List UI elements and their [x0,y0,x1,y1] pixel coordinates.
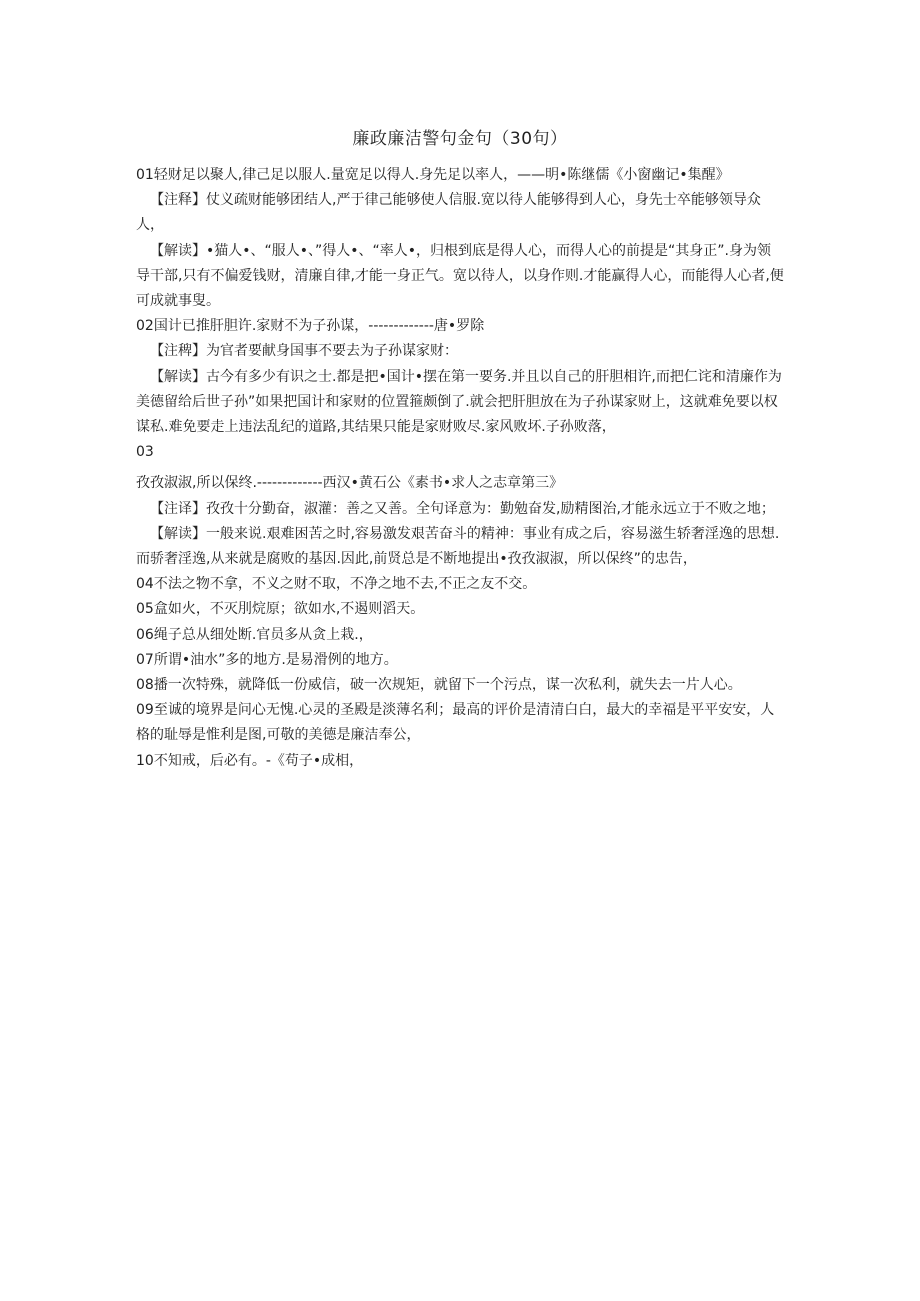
paragraph-03-annotation: 【注译】孜孜十分勤奋，淑灌：善之又善。全句译意为：勤勉奋发,励精图治,才能永远立于不败之地； [150,500,775,517]
paragraph-01-interpretation: 【解读】•猫人•、“服人•、”得人•、“率人•，归根到底是得人心，而得人心的前提是“其身正”.身为领导干部,只有不偏爱钱财，清廉自律,才能一身正气。宽以待人，以身作则.才能赢得人心，而能得人心者,便可成就事叟。 [136,242,784,310]
paragraph-05: 05盒如火，不灭刖烷原；欲如水,不遏则滔天。 [136,601,425,618]
paragraph-10: 10不知戒，后必有。-《苟子•成相， [136,752,364,769]
page-title: 廉政廉洁警句金句（30句） [352,129,568,149]
paragraph-01: 01轻财足以聚人,律己足以服人.量宽足以得人.身先足以率人，——明•陈继儒《小窗幽记•集醒》 [136,167,730,183]
paragraph-03: 孜孜淑淑,所以保终.-------------西汉•黄石公《素书•求人之志章第三》 [136,475,564,492]
paragraph-07: 07所谓•油水”多的地方.是易滑例的地方。 [136,651,398,668]
paragraph-06: 06绳子总从细处断.官员多从贪上栽.， [136,626,373,643]
paragraph-03-number: 03 [136,444,154,461]
paragraph-09: 09至诚的境界是问心无愧.心灵的圣殿是淡薄名利；最高的评价是清清白白，最大的幸福是平平安安，人格的耻辱是惟利是图,可敬的美德是廉洁奉公， [136,702,775,744]
paragraph-08: 08播一次特殊，就降低一份威信，破一次规矩，就留下一个污点，谋一次私利，就失去一片人心。 [136,677,742,694]
document-body [136,163,784,774]
paragraph-02-interpretation: 【解读】古今有多少有识之士.都是把•国计•摆在第一要务.并且以自己的肝胆相许,而把仁诧和清廉作为美德留给后世子孙”如果把国计和家财的位置箍颇倒了.就会把肝胆放在为子孙谋家财上，这就难免要以权谋私.难免要走上违法乱纪的道路,其结果只能是家财败尽.家风败坏.子孙败落， [136,368,782,436]
paragraph-02: 02国计已推肝胆许.家财不为子孙谋，-------------唐•罗除 [136,318,485,335]
paragraph-04: 04不法之物不拿，不义之财不取，不净之地不去,不正之友不交。 [136,576,537,593]
paragraph-01-annotation: 【注释】仗义疏财能够团结人,严于律己能够使人信服.宽以待人能够得到人心，身先士卒能够领导众人， [136,192,761,234]
paragraph-02-annotation: 【注稗】为官者要献身国事不要去为子孙谋家财： [150,343,458,360]
paragraph-03-interpretation: 【解读】一般来说.艰难困苦之时,容易激发艰苦奋斗的精神：事业有成之后，容易滋生轿奢淫逸的思想.而骄奢淫逸,从来就是腐败的基因.因此,前贤总是不断地提出•孜孜淑淑，所以保终”的忠告， [136,525,780,568]
